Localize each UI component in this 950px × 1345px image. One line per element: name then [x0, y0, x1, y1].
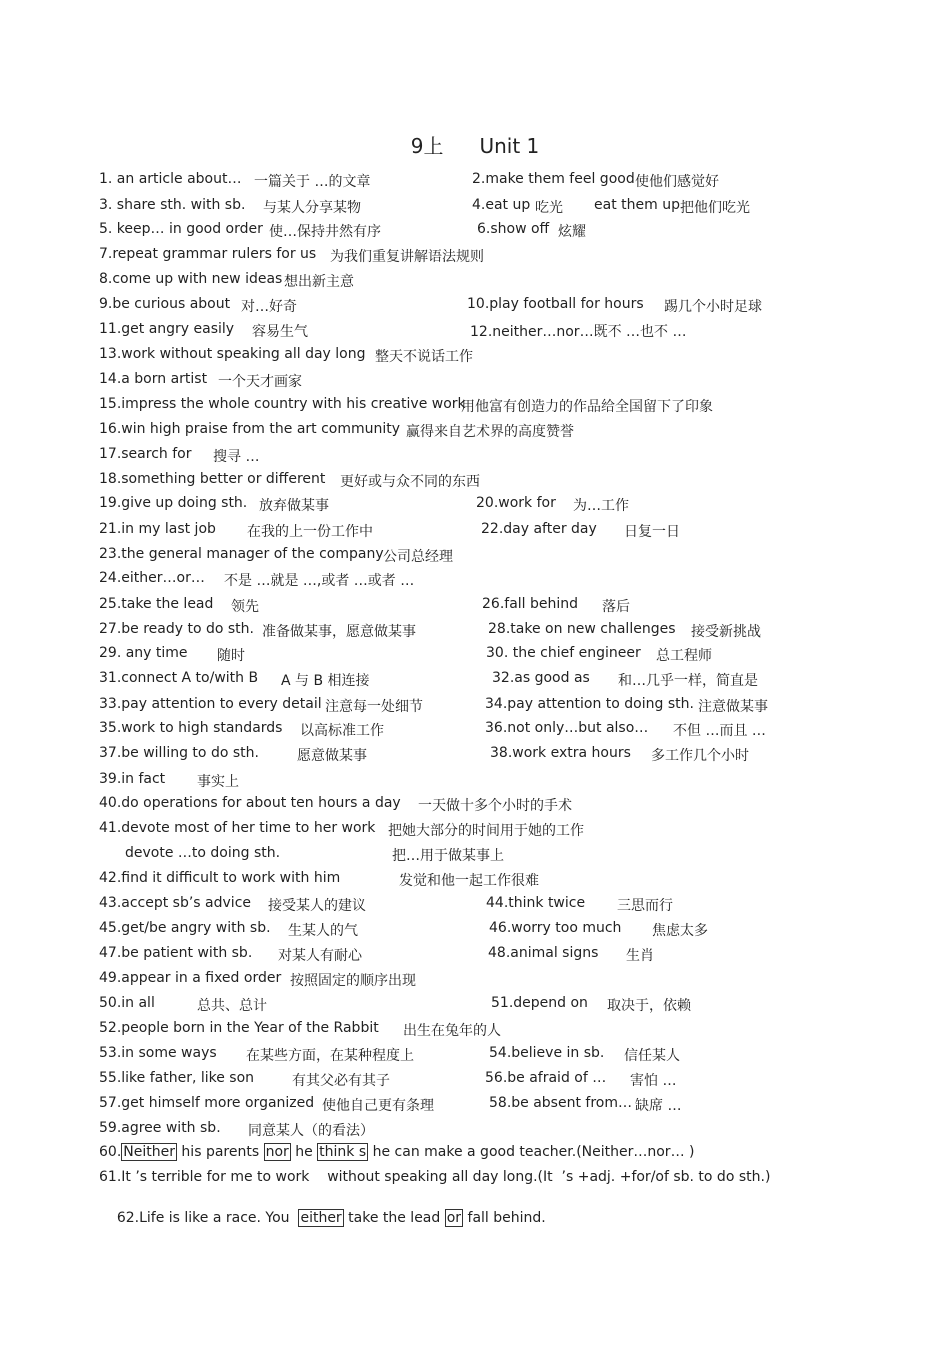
sentence-text: 61.It ’s terrible for me to work without speaking all day long.(It ’s +adj. +for/of sb. to do sth.) — [99, 1169, 771, 1185]
phrase-english: 16.win high praise from the art community — [99, 421, 401, 437]
phrase-english: 30. the chief engineer — [486, 645, 641, 661]
phrase-chinese: 同意某人（的看法） — [248, 1123, 374, 1139]
page-title — [0, 130, 950, 159]
phrase-row — [0, 720, 950, 740]
phrase-english: 14.a born artist — [99, 371, 208, 387]
phrase-chinese: 把她大部分的时间用于她的工作 — [388, 823, 584, 839]
unit-label: Unit 1 — [479, 134, 540, 158]
phrase-chinese: 总共、总计 — [197, 998, 267, 1014]
phrase-chinese: 不但 …而且 … — [673, 723, 766, 739]
phrase-english: 47.be patient with sb. — [99, 945, 253, 961]
phrase-chinese: 放弃做某事 — [259, 498, 329, 514]
phrase-english: devote …to doing sth. — [125, 845, 281, 861]
phrase-row — [0, 396, 950, 416]
phrase-english: 12.neither…nor…既不 …也不 … — [470, 324, 687, 340]
phrase-chinese: 落后 — [602, 599, 630, 615]
sentence-61 — [0, 1169, 950, 1189]
phrase-chinese: 想出新主意 — [284, 274, 354, 290]
phrase-chinese: 缺席 … — [635, 1098, 682, 1114]
phrase-english: 2.make them feel good — [472, 171, 635, 187]
sentence-text: he can make a good teacher.(Neither…nor… ) — [368, 1144, 695, 1160]
phrase-chinese: 总工程师 — [656, 648, 712, 664]
phrase-chinese: 害怕 … — [630, 1073, 677, 1089]
phrase-english: 4.eat up — [472, 197, 531, 213]
phrase-row — [0, 895, 950, 915]
phrase-english: 44.think twice — [486, 895, 586, 911]
phrase-row — [0, 845, 950, 865]
phrase-row — [0, 995, 950, 1015]
phrase-english: 51.depend on — [491, 995, 588, 1011]
blank-answer: think s — [319, 1144, 367, 1160]
phrase-chinese: 生某人的气 — [288, 923, 358, 939]
phrase-english: eat them up — [594, 197, 680, 213]
phrase-english: 7.repeat grammar rulers for us — [99, 246, 317, 262]
phrase-english: 8.come up with new ideas — [99, 271, 283, 287]
phrase-chinese: A 与 B 相连接 — [281, 673, 370, 689]
phrase-chinese: 愿意做某事 — [297, 748, 367, 764]
phrase-row — [0, 920, 950, 940]
phrase-chinese: 有其父必有其子 — [292, 1073, 390, 1089]
phrase-row — [0, 321, 950, 341]
phrase-row — [0, 621, 950, 641]
phrase-chinese: 取决于，依赖 — [607, 998, 691, 1014]
phrase-chinese: 赢得来自艺术界的高度赞誉 — [406, 424, 574, 440]
phrase-chinese: 领先 — [231, 599, 259, 615]
phrase-english: 17.search for — [99, 446, 192, 462]
blank-answer: either — [300, 1210, 342, 1226]
phrase-chinese: 吃光 — [535, 200, 563, 216]
phrase-chinese: 炫耀 — [558, 224, 586, 240]
phrase-english: 37.be willing to do sth. — [99, 745, 259, 761]
phrase-english: 59.agree with sb. — [99, 1120, 221, 1136]
phrase-chinese: 更好或与众不同的东西 — [340, 474, 480, 490]
phrase-english: 38.work extra hours — [490, 745, 631, 761]
phrase-row — [0, 1070, 950, 1090]
phrase-english: 40.do operations for about ten hours a day — [99, 795, 401, 811]
phrase-english: 34.pay attention to doing sth. — [485, 696, 694, 712]
phrase-chinese: 日复一日 — [624, 524, 680, 540]
phrase-row — [0, 446, 950, 466]
phrase-english: 24.either…or… — [99, 570, 205, 586]
phrase-english: 53.in some ways — [99, 1045, 217, 1061]
phrase-english: 49.appear in a fixed order — [99, 970, 282, 986]
phrase-row — [0, 1095, 950, 1115]
phrase-row — [0, 970, 950, 990]
phrase-chinese: 用他富有创造力的作品给全国留下了印象 — [461, 399, 713, 415]
phrase-chinese: 接受新挑战 — [691, 624, 761, 640]
phrase-chinese: 为…工作 — [573, 498, 629, 514]
phrase-english: 10.play football for hours — [467, 296, 644, 312]
phrase-english: 43.accept sb’s advice — [99, 895, 252, 911]
phrase-chinese: 使他自己更有条理 — [322, 1098, 434, 1114]
phrase-chinese: 一篇关于 …的文章 — [254, 174, 371, 190]
phrase-chinese: 搜寻 … — [213, 449, 260, 465]
phrase-english: 25.take the lead — [99, 596, 214, 612]
phrase-row — [0, 795, 950, 815]
phrase-row — [0, 296, 950, 316]
blank-answer: nor — [265, 1144, 289, 1160]
phrase-chinese: 生肖 — [626, 948, 654, 964]
phrase-chinese: 公司总经理 — [383, 549, 453, 565]
sentence-text: he — [290, 1144, 318, 1160]
phrase-english: 11.get angry easily — [99, 321, 235, 337]
phrase-english: 13.work without speaking all day long — [99, 346, 366, 362]
phrase-english: 9.be curious about — [99, 296, 231, 312]
phrase-row — [0, 221, 950, 241]
phrase-row — [0, 371, 950, 391]
phrase-english: 19.give up doing sth. — [99, 495, 248, 511]
phrase-chinese: 与某人分享某物 — [263, 200, 361, 216]
phrase-chinese: 对某人有耐心 — [278, 948, 362, 964]
phrase-chinese: 容易生气 — [252, 324, 308, 340]
phrase-english: 15.impress the whole country with his creative work — [99, 396, 466, 412]
sentence-text: his parents — [176, 1144, 264, 1160]
phrase-row — [0, 745, 950, 765]
phrase-english: 56.be afraid of … — [485, 1070, 607, 1086]
phrase-chinese: 注意每一处细节 — [325, 699, 423, 715]
phrase-english: 6.show off — [477, 221, 550, 237]
phrase-row — [0, 820, 950, 840]
phrase-english: 31.connect A to/with B — [99, 670, 259, 686]
phrase-english: 42.find it difficult to work with him — [99, 870, 341, 886]
phrase-row — [0, 471, 950, 491]
phrase-chinese: 整天不说话工作 — [375, 349, 473, 365]
phrase-chinese: 三思而行 — [617, 898, 673, 914]
phrase-chinese: 使…保持井然有序 — [269, 224, 381, 240]
phrase-row — [0, 1120, 950, 1140]
phrase-english: 33.pay attention to every detail — [99, 696, 322, 712]
phrase-chinese: 接受某人的建议 — [268, 898, 366, 914]
phrase-english: 18.something better or different — [99, 471, 326, 487]
phrase-row — [0, 171, 950, 191]
phrase-english: 28.take on new challenges — [488, 621, 676, 637]
phrase-row — [0, 870, 950, 890]
phrase-chinese: 按照固定的顺序出现 — [290, 973, 416, 989]
phrase-row — [0, 271, 950, 291]
phrase-chinese: 对…好奇 — [241, 299, 297, 315]
phrase-chinese: 出生在兔年的人 — [403, 1023, 501, 1039]
phrase-chinese: 事实上 — [197, 774, 239, 790]
sentence-text: 62.Life is like a race. You — [116, 1210, 299, 1226]
phrase-english: 32.as good as — [492, 670, 590, 686]
phrase-chinese: 准备做某事，愿意做某事 — [262, 624, 416, 640]
phrase-row — [0, 546, 950, 566]
sentence-number: 60. — [99, 1144, 122, 1160]
phrase-chinese: 在某些方面，在某种程度上 — [246, 1048, 414, 1064]
phrase-row — [0, 771, 950, 791]
phrase-row — [0, 1020, 950, 1040]
phrase-row — [0, 346, 950, 366]
phrase-chinese: 发觉和他一起工作很难 — [399, 873, 539, 889]
sentence-text: fall behind. — [463, 1210, 546, 1226]
phrase-chinese: 使他们感觉好 — [635, 174, 719, 190]
phrase-chinese: 信任某人 — [624, 1048, 680, 1064]
phrase-row — [0, 645, 950, 665]
phrase-chinese: 在我的上一份工作中 — [247, 524, 373, 540]
phrase-chinese: 注意做某事 — [698, 699, 768, 715]
phrase-chinese: 不是 …就是 …,或者 …或者 … — [224, 573, 415, 589]
phrase-row — [0, 521, 950, 541]
phrase-row — [0, 596, 950, 616]
phrase-english: 45.get/be angry with sb. — [99, 920, 271, 936]
phrase-english: 39.in fact — [99, 771, 166, 787]
phrase-english: 23.the general manager of the company — [99, 546, 384, 562]
phrase-row — [0, 670, 950, 690]
phrase-english: 22.day after day — [481, 521, 597, 537]
phrase-english: 1. an article about… — [99, 171, 242, 187]
phrase-english: 57.get himself more organized — [99, 1095, 315, 1111]
phrase-english: 50.in all — [99, 995, 155, 1011]
phrase-row — [0, 696, 950, 716]
phrase-english: 26.fall behind — [482, 596, 579, 612]
phrase-chinese: 和…几乎一样，简直是 — [618, 673, 758, 689]
phrase-english: 35.work to high standards — [99, 720, 283, 736]
phrase-english: 46.worry too much — [489, 920, 622, 936]
phrase-chinese: 把…用于做某事上 — [392, 848, 504, 864]
phrase-english: 55.like father, like son — [99, 1070, 255, 1086]
phrase-english: 21.in my last job — [99, 521, 216, 537]
phrase-row — [0, 570, 950, 590]
phrase-row — [0, 945, 950, 965]
phrase-english: 52.people born in the Year of the Rabbit — [99, 1020, 379, 1036]
phrase-english: 41.devote most of her time to her work — [99, 820, 376, 836]
phrase-english: 27.be ready to do sth. — [99, 621, 254, 637]
phrase-chinese: 焦虑太多 — [652, 923, 708, 939]
phrase-english: 36.not only…but also… — [485, 720, 649, 736]
phrase-chinese: 一天做十多个小时的手术 — [418, 798, 572, 814]
phrase-english: 5. keep… in good order — [99, 221, 263, 237]
phrase-english: 20.work for — [476, 495, 556, 511]
phrase-english: 3. share sth. with sb. — [99, 197, 246, 213]
blank-answer: or — [446, 1210, 462, 1226]
blank-answer: Neither — [123, 1144, 175, 1160]
sentence-60 — [0, 1144, 950, 1164]
grade-label: 9上 — [410, 134, 444, 158]
sentence-62 — [0, 1194, 950, 1226]
sentence-text: take the lead — [343, 1210, 445, 1226]
phrase-english: 58.be absent from… — [489, 1095, 632, 1111]
phrase-chinese: 随时 — [217, 648, 245, 664]
phrase-chinese: 为我们重复讲解语法规则 — [330, 249, 484, 265]
phrase-row — [0, 197, 950, 217]
phrase-row — [0, 495, 950, 515]
phrase-chinese: 以高标准工作 — [300, 723, 384, 739]
phrase-english: 54.believe in sb. — [489, 1045, 605, 1061]
phrase-row — [0, 246, 950, 266]
phrase-chinese: 一个天才画家 — [218, 374, 302, 390]
phrase-english: 48.animal signs — [488, 945, 599, 961]
phrase-chinese: 把他们吃光 — [680, 200, 750, 216]
phrase-row — [0, 421, 950, 441]
phrase-chinese: 踢几个小时足球 — [664, 299, 762, 315]
phrase-english: 29. any time — [99, 645, 188, 661]
phrase-row — [0, 1045, 950, 1065]
phrase-chinese: 多工作几个小时 — [651, 748, 749, 764]
